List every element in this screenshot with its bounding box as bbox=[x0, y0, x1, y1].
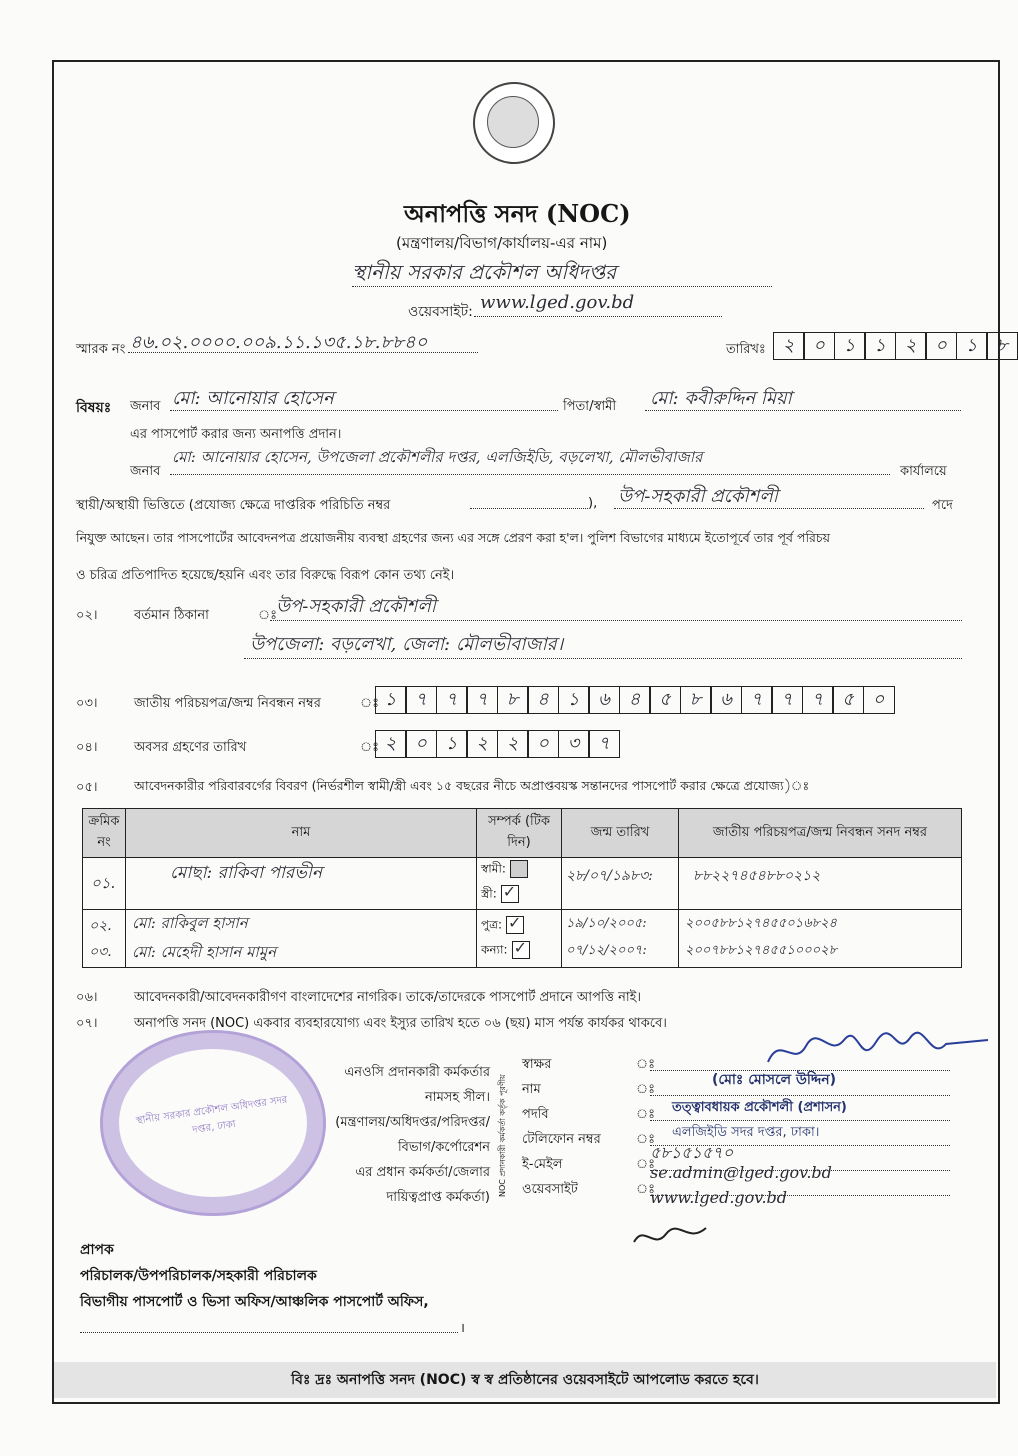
officer-name-stamp bbox=[672, 1068, 942, 1144]
signatory-field-labels bbox=[522, 1052, 601, 1202]
nid-boxes bbox=[376, 686, 895, 714]
signatory-description bbox=[335, 1060, 490, 1210]
bangladesh-map-emblem-icon bbox=[487, 96, 539, 148]
document-page: অনাপত্তি সনদ (NOC) (মন্ত্রণালয়/বিভাগ/কার্যালয়-এর নাম) স্থানীয় সরকার প্রকৌশল অধিদপ্তর ওয়েবসাইট: www.lged.gov.bd স্মারক নং ৪৬.০২.০০০০.০০৯.১১.১৩৫.১৮.৮৮৪০ তারিখঃ ২ ০ ১ ১ ২ ০ ১ ৮ বিষয়ঃ জনাব মো: আনোয়ার হোসেন পিতা/স্বামী মো: কবীরুদ্দিন মিয়া এর পাসপোর্ট করার জন্য অনাপত্তি প্রদান। জনাব মো: আনোয়ার হোসেন, উপজেলা প্রকৌশলীর দপ্তর, এলজিইডি, বড়লেখা, মৌলভীবাজার কার্যালয়ে স্থায়ী/অস্থায়ী ভিত্তিতে (প্রযোজ্য ক্ষেত্রে দাপ্তরিক পরিচিতি নম্বর ), উপ-সহকারী প্রকৌশলী পদে নিযুক্ত আছেন। তার পাসপোর্টের আবেদনপত্র প্রয়োজনীয় ব্যবস্থা গ্রহণের জন্য এর সঙ্গে প্রেরণ করা হ'ল। পুলিশ বিভাগের মাধ্যমে ইতোপূর্বে তার পূর্ব পরিচয় ও চরিত্র প্রতিপাদিত হয়েছে/হয়নি এবং তার বিরুদ্ধে বিরূপ কোন তথ্য নেই। ০২। বর্তমান ঠিকানা ঃ উপ-সহকারী প্রকৌশলী উপজেলা: বড়লেখা, জেলা: মৌলভীবাজার। ০৩। জাতীয় পরিচয়পত্র/জন্ম নিবন্ধন নম্বর ঃ ১ ৭ ৭ ৭ ৮ ৪ ১ ৬ ৪ ৫ ৮ ৬ ৭ ৭ ৭ ৫ ০ ০৪। অবসর গ্রহণের তারিখ ঃ ২ ০ ১ ২ ২ ০ ৩ ৭ ০৫। আবেদনকারীর পরিবারবর্গের বিবরণ (নির্ভরশীল স্বামী/স্ত্রী এবং ১৫ বছরের নীচে অপ্রাপ্তবয়স্ক সন্তানদের পাসপোর্ট করার ক্ষেত্রে প্রযোজ্য)ঃ ক্রমিক নং নাম সম্পর্ক (টিক দিন) জন্ম তারিখ জাতীয় পরিচয়পত্র/জন্ম নিবন্ধন সনদ নম্বর ০১. মোছা: রাকিবা পারভীন স্বামী: স্ত্রী:✓ ২৮/০৭/১৯৮৩: ৮৮২২৭৪৫৪৮৮০২১২ ০২. ০৩. মো: রাকিবুল হাসান মো: মেহেদী হাসান মামুন পুত্র:✓ কন্যা:✓ ১৯/১০/২০০৫: ০৭/১২/২০০৭: ২০০৫৮৮১২৭৪৫৫০১৬৮২৪ ২০০৭৮৮১২৭৪৫৫১০০০২৮ ০৬। আবেদনকারী/আবেদনকারীগণ বাংলাদেশের নাগরিক। তাকে/তাদেরকে পাসপোর্ট প্রদানে আপত্তি নাই। ০৭। অনাপত্তি সনদ (NOC) একবার ব্যবহারযোগ্য এবং ইস্যুর তারিখ হতে ০৬ (ছয়) মাস পর্যন্ত কার্যকর থাকবে। স্থানীয় সরকার প্রকৌশল অধিদপ্তর সদর দপ্তর, ঢাকা এনওসি প্রদানকারী কর্মকর্তার নামসহ সীল। (মন্ত্রণালয়/অধিদপ্তর/পরিদপ্তর/ বিভাগ/কর্পোরেশন এর প্রধান কর্মকর্তা/জেলার দায়িত্বপ্রাপ্ত কর্মকর্তা) NOC প্রদানকারী কর্মকর্তা কর্তৃক পূরণীয় স্বাক্ষর নাম পদবি টেলিফোন নম্বর ই-মেইল ওয়েবসাইট ঃ ঃ ঃ ঃ ঃ ঃ (মোঃ মোসলে উদ্দিন) তত্ত্বাবধায়ক প্রকৌশলী (প্রশাসন) এলজিইডি সদর দপ্তর, ঢাকা। ৫৮১৫১৫৭০ se.admin@lged.gov.bd www.lged.gov.bd প্রাপক পরিচালক/উপপরিচালক/সহকারী পরিচালক বিভাগীয় পাসপোর্ট ও ভিসা অফিস/আঞ্চলিক পাসপোর্ট অফিস, । বিঃ দ্রঃ অনাপত্তি সনদ (NOC) স্ব স্ব প্রতিষ্ঠানের ওয়েবসাইটে আপলোড করতে হবে। bbox=[0, 0, 1018, 1456]
nid-digit-11: ৬ bbox=[710, 686, 742, 714]
sig-desc-line: এর প্রধান কর্মকর্তা/জেলার bbox=[355, 1165, 490, 1180]
nid-digit-15: ৫ bbox=[832, 686, 864, 714]
body-name-office: মো: আনোয়ার হোসেন, উপজেলা প্রকৌশলীর দপ্তর, এলজিইডি, বড়লেখা, মৌলভীবাজার bbox=[172, 448, 703, 466]
retirement-digit-0: ২ bbox=[375, 730, 407, 758]
retirement-digit-6: ৩ bbox=[558, 730, 590, 758]
memo-number: ৪৬.০২.০০০০.০০৯.১১.১৩৫.১৮.৮৮৪০ bbox=[130, 332, 428, 353]
nid-digit-1: ৭ bbox=[405, 686, 437, 714]
row1-id: ৮৮২২৭৪৫৪৮৮০২১২ bbox=[693, 868, 821, 884]
row2-dob-b: ০৭/১২/২০০৭: bbox=[566, 943, 647, 958]
date-digit-6: ১ bbox=[956, 332, 988, 360]
retirement-date-boxes bbox=[376, 730, 620, 758]
recipient-line-2: বিভাগীয় পাসপোর্ট ও ভিসা অফিস/আঞ্চলিক পাসপোর্ট অফিস, bbox=[80, 1294, 429, 1310]
item-06-number: ০৬। bbox=[76, 990, 98, 1005]
designation: উপ-সহকারী প্রকৌশলী bbox=[618, 486, 778, 507]
row2-rel-a: পুত্র: bbox=[481, 917, 503, 932]
col-id: জাতীয় পরিচয়পত্র/জন্ম নিবন্ধন সনদ নম্বর bbox=[679, 809, 962, 858]
father-label: পিতা/স্বামী bbox=[563, 399, 617, 414]
item-07-text: অনাপত্তি সনদ (NOC) একবার ব্যবহারযোগ্য এবং ইস্যুর তারিখ হতে ০৬ (ছয়) মাস পর্যন্ত কার্যকর থাকবে। bbox=[134, 1016, 667, 1031]
footer-note-band bbox=[54, 1362, 996, 1398]
date-digit-7: ৮ bbox=[986, 332, 1018, 360]
row2-dob-a: ১৯/১০/২০০৫: bbox=[566, 916, 647, 931]
designation-suffix: পদে bbox=[932, 498, 953, 513]
item-04-label: অবসর গ্রহণের তারিখ bbox=[134, 740, 247, 755]
address-line-1: উপ-সহকারী প্রকৌশলী bbox=[276, 596, 436, 617]
field-label-website: ওয়েবসাইট bbox=[522, 1182, 578, 1197]
vertical-note: NOC প্রদানকারী কর্মকর্তা কর্তৃক পূরণীয় bbox=[498, 1074, 507, 1198]
field-label-designation: পদবি bbox=[522, 1107, 549, 1122]
officer-email: se.admin@lged.gov.bd bbox=[650, 1163, 832, 1182]
sig-desc-line: নামসহ সীল। bbox=[425, 1090, 490, 1105]
officer-phone: ৫৮১৫১৫৭০ bbox=[650, 1143, 734, 1162]
table-header-row bbox=[83, 809, 962, 858]
sig-desc-line: এনওসি প্রদানকারী কর্মকর্তার bbox=[344, 1065, 490, 1080]
applicant-name: মো: আনোয়ার হোসেন bbox=[172, 388, 334, 409]
col-relation: সম্পর্ক (টিক দিন) bbox=[477, 809, 562, 858]
officer-initial bbox=[630, 1220, 710, 1254]
officer-office: এলজিইডি সদর দপ্তর, ঢাকা। bbox=[672, 1125, 820, 1140]
nid-digit-6: ১ bbox=[558, 686, 590, 714]
col-dob: জন্ম তারিখ bbox=[562, 809, 679, 858]
government-seal bbox=[473, 82, 555, 164]
office-seal-stamp bbox=[100, 1030, 326, 1216]
col-serial: ক্রমিক নং bbox=[83, 809, 126, 858]
item-05-number: ০৫। bbox=[76, 780, 98, 795]
body-line-4: ও চরিত্র প্রতিপাদিত হয়েছে/হয়নি এবং তার বিরুদ্ধে বিরূপ কোন তথ্য নেই। bbox=[76, 568, 455, 583]
row2-id-b: ২০০৭৮৮১২৭৪৫৫১০০০২৮ bbox=[685, 943, 838, 958]
officer-designation: তত্ত্বাবধায়ক প্রকৌশলী (প্রশাসন) bbox=[672, 1100, 847, 1115]
document-title: অনাপত্তি সনদ (NOC) bbox=[404, 199, 631, 228]
subject-janab-label: জনাব bbox=[130, 399, 161, 414]
address-line-2: উপজেলা: বড়লেখা, জেলা: মৌলভীবাজার। bbox=[250, 634, 564, 655]
field-label-email: ই-মেইল bbox=[522, 1157, 563, 1172]
father-name: মো: কবীরুদ্দিন মিয়া bbox=[650, 388, 792, 409]
field-label-phone: টেলিফোন নম্বর bbox=[522, 1132, 601, 1147]
nid-digit-8: ৪ bbox=[619, 686, 651, 714]
field-label-signature: স্বাক্ষর bbox=[522, 1057, 552, 1072]
son-checkbox[interactable] bbox=[506, 916, 524, 934]
item-07-number: ০৭। bbox=[76, 1016, 98, 1031]
item-06-text: আবেদনকারী/আবেদনকারীগণ বাংলাদেশের নাগরিক। তাকে/তাদেরকে পাসপোর্ট প্রদানে আপত্তি নাই। bbox=[134, 990, 642, 1005]
row1-rel-a: স্বামী: bbox=[481, 861, 506, 876]
row1-name: মোছা: রাকিবা পারভীন bbox=[170, 863, 322, 883]
row1-serial: ০১. bbox=[91, 874, 116, 892]
retirement-digit-2: ১ bbox=[436, 730, 468, 758]
daughter-checkbox[interactable] bbox=[512, 941, 530, 959]
sig-desc-line: বিভাগ/কর্পোরেশন bbox=[397, 1140, 490, 1155]
row1-rel-b: স্ত্রী: bbox=[481, 886, 497, 900]
row2-name-b: মো: মেহেদী হাসান মামুন bbox=[132, 943, 277, 961]
retirement-digit-1: ০ bbox=[405, 730, 437, 758]
body-line-3: নিযুক্ত আছেন। তার পাসপোর্টের আবেদনপত্র প্রয়োজনীয় ব্যবস্থা গ্রহণের জন্য এর সঙ্গে প্রেরণ করা হ'ল। পুলিশ বিভাগের মাধ্যমে ইতোপূর্বে তার পূর্ব পরিচয় bbox=[76, 530, 831, 545]
nid-digit-10: ৮ bbox=[680, 686, 712, 714]
date-digit-2: ১ bbox=[834, 332, 866, 360]
date-digit-3: ১ bbox=[864, 332, 896, 360]
memo-label: স্মারক নং bbox=[76, 342, 126, 357]
employment-type-line: স্থায়ী/অস্থায়ী ভিত্তিতে (প্রযোজ্য ক্ষেত্রে দাপ্তরিক পরিচিতি নম্বর bbox=[76, 498, 391, 513]
office-suffix: কার্যালয়ে bbox=[900, 464, 947, 479]
table-row bbox=[83, 910, 962, 968]
col-name: নাম bbox=[126, 809, 477, 858]
subject-label: বিষয়ঃ bbox=[76, 400, 112, 416]
husband-checkbox[interactable] bbox=[510, 860, 528, 878]
nid-digit-16: ০ bbox=[863, 686, 895, 714]
row2-serial-b: ০৩. bbox=[89, 944, 112, 960]
nid-digit-0: ১ bbox=[375, 686, 407, 714]
retirement-digit-7: ৭ bbox=[588, 730, 620, 758]
seal-text: স্থানীয় সরকার প্রকৌশল অধিদপ্তর সদর দপ্তর, ঢাকা bbox=[135, 1094, 289, 1136]
retirement-digit-4: ২ bbox=[497, 730, 529, 758]
row2-rel-b: কন্যা: bbox=[481, 942, 508, 956]
sig-desc-line: (মন্ত্রণালয়/অধিদপ্তর/পরিদপ্তর/ bbox=[335, 1115, 490, 1130]
item-05-text: আবেদনকারীর পরিবারবর্গের বিবরণ (নির্ভরশীল স্বামী/স্ত্রী এবং ১৫ বছরের নীচে অপ্রাপ্তবয়স্ক সন্তানদের পাসপোর্ট করার ক্ষেত্রে প্রযোজ্য)ঃ bbox=[134, 778, 810, 793]
item-02-label: বর্তমান ঠিকানা bbox=[134, 608, 209, 623]
row2-id-a: ২০০৫৮৮১২৭৪৫৫০১৬৮২৪ bbox=[685, 916, 837, 931]
officer-website: www.lged.gov.bd bbox=[650, 1188, 788, 1207]
date-boxes bbox=[774, 332, 1018, 360]
nid-digit-3: ৭ bbox=[466, 686, 498, 714]
recipient-line-1: পরিচালক/উপপরিচালক/সহকারী পরিচালক bbox=[80, 1268, 317, 1284]
nid-digit-9: ৫ bbox=[649, 686, 681, 714]
footer-note: বিঃ দ্রঃ অনাপত্তি সনদ (NOC) স্ব স্ব প্রতিষ্ঠানের ওয়েবসাইটে আপলোড করতে হবে। bbox=[291, 1372, 759, 1388]
nid-digit-13: ৭ bbox=[771, 686, 803, 714]
family-table bbox=[82, 808, 962, 968]
signatory-colons: ঃ ঃ ঃ ঃ ঃ ঃ bbox=[636, 1057, 656, 1197]
date-digit-1: ০ bbox=[803, 332, 835, 360]
officer-name: (মোঃ মোসলে উদ্দিন) bbox=[712, 1072, 836, 1088]
row1-dob: ২৮/০৭/১৯৮৩: bbox=[566, 868, 653, 884]
nid-digit-4: ৮ bbox=[497, 686, 529, 714]
nid-digit-14: ৭ bbox=[802, 686, 834, 714]
body-janab-label: জনাব bbox=[130, 464, 161, 479]
item-04-number: ০৪। bbox=[76, 740, 98, 755]
wife-checkbox[interactable] bbox=[501, 885, 519, 903]
website-value: www.lged.gov.bd bbox=[480, 292, 635, 313]
date-digit-5: ০ bbox=[925, 332, 957, 360]
table-row bbox=[83, 858, 962, 910]
date-label: তারিখঃ bbox=[726, 342, 766, 357]
row2-name-a: মো: রাকিবুল হাসান bbox=[132, 914, 248, 932]
recipient-line-3-end: । bbox=[460, 1321, 465, 1336]
nid-digit-2: ৭ bbox=[436, 686, 468, 714]
subject-purpose: এর পাসপোর্ট করার জন্য অনাপত্তি প্রদান। bbox=[130, 427, 342, 442]
field-label-name: নাম bbox=[522, 1082, 541, 1097]
sig-desc-line: দায়িত্বপ্রাপ্ত কর্মকর্তা) bbox=[386, 1190, 490, 1205]
item-03-number: ০৩। bbox=[76, 696, 98, 711]
item-02-number: ০২। bbox=[76, 608, 98, 623]
nid-digit-12: ৭ bbox=[741, 686, 773, 714]
retirement-digit-3: ২ bbox=[466, 730, 498, 758]
document-subtitle: (মন্ত্রণালয়/বিভাগ/কার্যালয়-এর নাম) bbox=[396, 234, 608, 252]
employment-type-close: ), bbox=[588, 496, 598, 511]
office-name: স্থানীয় সরকার প্রকৌশল অধিদপ্তর bbox=[352, 260, 617, 284]
retirement-digit-5: ০ bbox=[527, 730, 559, 758]
item-03-label: জাতীয় পরিচয়পত্র/জন্ম নিবন্ধন নম্বর bbox=[134, 696, 321, 711]
row2-serial-a: ০২. bbox=[89, 918, 112, 934]
nid-digit-5: ৪ bbox=[527, 686, 559, 714]
recipient-label: প্রাপক bbox=[80, 1242, 114, 1258]
date-digit-4: ২ bbox=[895, 332, 927, 360]
nid-digit-7: ৬ bbox=[588, 686, 620, 714]
date-digit-0: ২ bbox=[773, 332, 805, 360]
website-label: ওয়েবসাইট: bbox=[408, 304, 473, 320]
